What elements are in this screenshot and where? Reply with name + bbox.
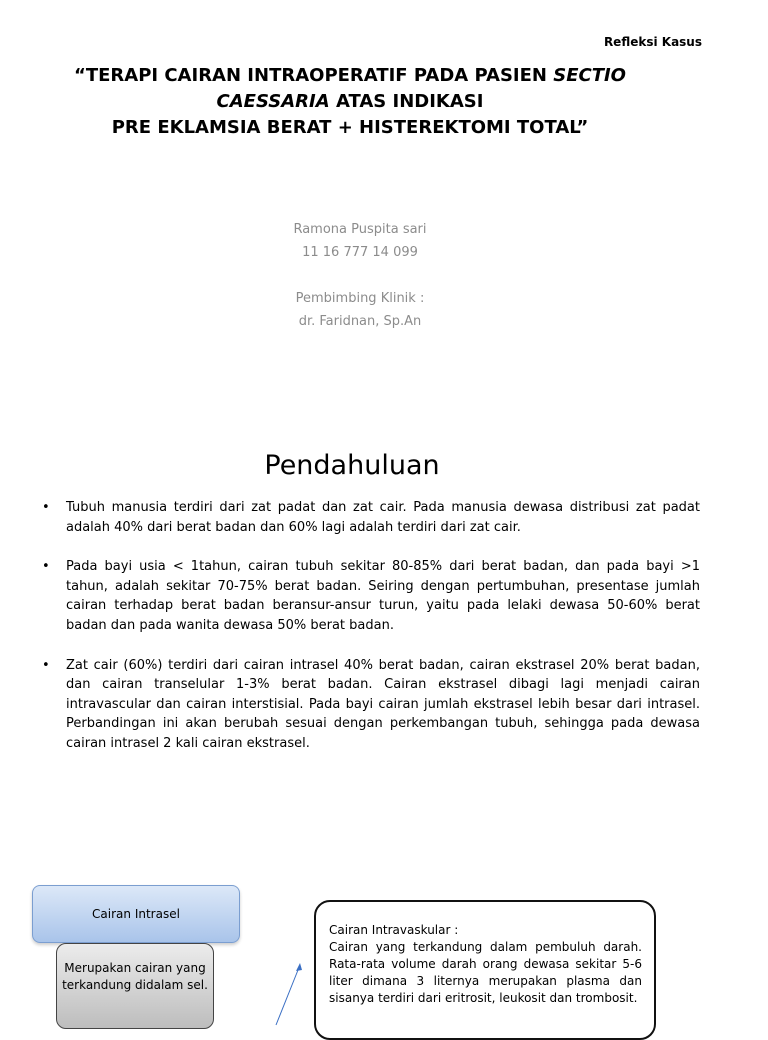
intrasel-description: Merupakan cairan yang terkandung didalam sel. — [62, 961, 208, 992]
intrasel-box — [32, 885, 240, 943]
bullet-item: • Tubuh manusia terdiri dari zat padat dan zat cair. Pada manusia dewasa distribusi zat padat adalah 40% dari berat badan dan 60% lagi adalah terdiri dari zat cair. — [42, 500, 700, 535]
title-line-2: CAESSARIA ATAS INDIKASI — [216, 91, 484, 112]
bullet-item: • Pada bayi usia < 1tahun, cairan tubuh sekitar 80-85% dari berat badan, dan pada bayi >1 tahun, adalah sekitar 70-75% berat badan. Seiring dengan pertumbuhan, presentase jumlah cairan terhadap berat badan beransur-ansur turun, yaitu pada lelaki dewasa 50-60% berat badan dan pada wanita dewasa 50% berat badan. — [42, 559, 700, 633]
intrasel-description-box — [56, 943, 214, 1029]
supervisor-label: Pembimbing Klinik : — [295, 291, 425, 306]
document-title — [60, 63, 640, 141]
author-id: 11 16 777 14 099 — [302, 245, 418, 260]
author-name: Ramona Puspita sari — [293, 222, 427, 237]
supervisor-name: dr. Faridnan, Sp.An — [298, 314, 422, 329]
intravaskular-box — [314, 900, 656, 1040]
header-tag: Refleksi Kasus — [603, 35, 702, 49]
title-line-3: PRE EKLAMSIA BERAT + HISTEREKTOMI TOTAL” — [111, 117, 589, 138]
section-title: Pendahuluan — [264, 450, 440, 481]
title-line-1: “TERAPI CAIRAN INTRAOPERATIF PADA PASIEN SECTIO — [74, 65, 626, 86]
intravaskular-title: Cairan Intravaskular : — [329, 923, 459, 937]
bullet-dot: • — [42, 559, 50, 575]
arrow-connector — [270, 955, 310, 1027]
intrasel-label: Cairan Intrasel — [92, 907, 180, 921]
intravaskular-body: Cairan yang terkandung dalam pembuluh darah. Rata-rata volume darah orang dewasa sekitar 5-6 liter dimana 3 liternya merupakan plasma dan sisanya terdiri dari eritrosit, leukosit dan trombosit. — [329, 940, 642, 1005]
arrow-head — [296, 963, 302, 971]
bullet-item: • Zat cair (60%) terdiri dari cairan intrasel 40% berat badan, cairan ekstrasel 20% berat badan, dan cairan transelular 1-3% berat badan. Cairan ekstrasel dibagi lagi menjadi cairan intravascular dan cairan interstisial. Pada bayi cairan jumlah ekstrasel lebih besar dari intrasel. Perbandingan ini akan berubah sesuai dengan perkembangan tubuh, sehingga pada dewasa cairan intrasel 2 kali cairan ekstrasel. — [42, 657, 700, 751]
bullet-list — [40, 498, 700, 774]
arrow-line — [276, 965, 300, 1025]
bullet-dot: • — [42, 500, 50, 515]
bullet-dot: • — [42, 657, 50, 673]
